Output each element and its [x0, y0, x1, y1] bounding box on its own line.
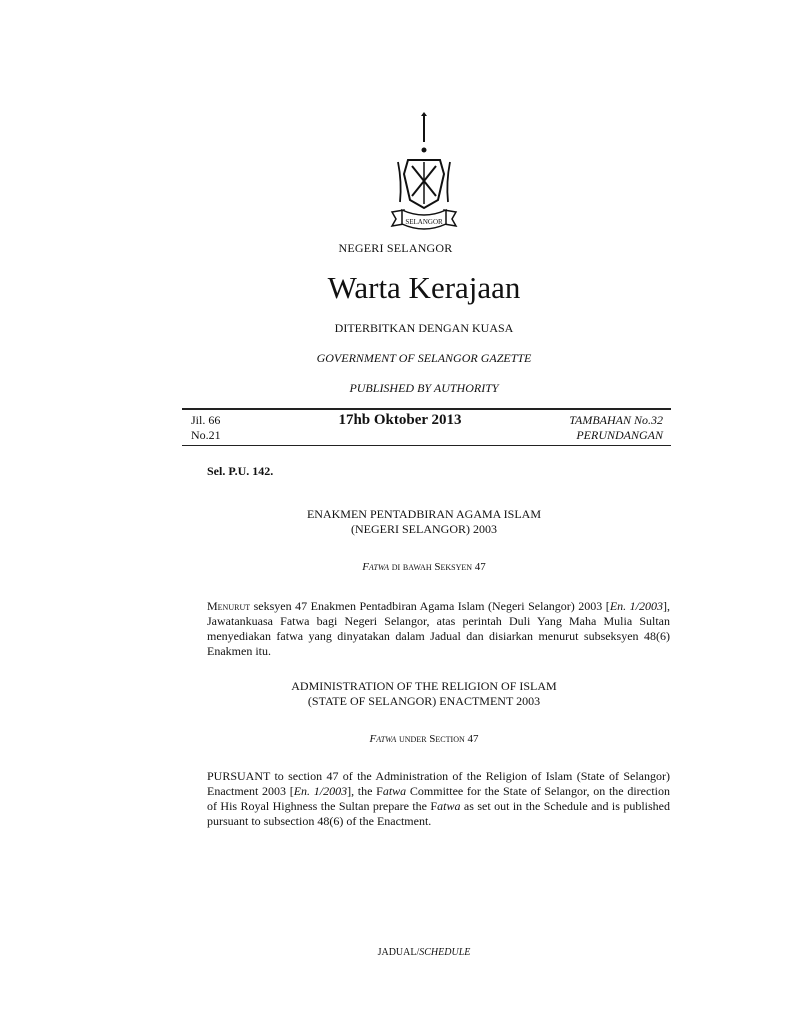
- malay-sub-rest: di bawah Seksyen: [388, 561, 473, 573]
- state-name: NEGERI SELANGOR: [338, 241, 453, 255]
- english-sub-rest: under Section: [396, 733, 465, 745]
- header-top-rule: [182, 408, 671, 410]
- malay-para-lead: Menurut: [207, 599, 251, 613]
- volume: Jil. 66: [191, 413, 221, 427]
- malay-para-2: ], Jawatankuasa Fatwa bagi Negeri Selangor, atas perintah Duli Yang Maha Mulia Sultan menyediakan fatwa yang dinyatakan dalam Jadual dan disiarkan menurut subseksyen 48(6) Enakmen itu.: [207, 599, 670, 658]
- supplement-category: PERUNDANGAN: [576, 428, 663, 442]
- gazette-title: Warta Kerajaan: [327, 270, 521, 305]
- english-sub-fatwa: Fatwa: [369, 733, 397, 745]
- english-para-2: ], the F: [347, 784, 383, 798]
- english-heading: [0, 679, 791, 709]
- english-paragraph: [207, 769, 670, 829]
- schedule-footer: [0, 947, 791, 958]
- english-heading-line1: ADMINISTRATION OF THE RELIGION OF ISLAM: [291, 679, 557, 693]
- english-subheading: [0, 733, 791, 745]
- published-by-authority-ms: DITERBITKAN DENGAN KUASA: [334, 321, 514, 335]
- footer-schedule: SCHEDULE: [419, 947, 471, 958]
- header-bottom-rule: [182, 445, 671, 446]
- malay-para-ref: En. 1/2003: [609, 599, 663, 613]
- published-by-authority-en: PUBLISHED BY AUTHORITY: [349, 381, 499, 395]
- issue-number: No.21: [191, 428, 221, 442]
- english-sub-num: 47: [464, 733, 479, 745]
- selangor-crest-icon: [388, 112, 460, 236]
- english-para-1: PURSUANT to section 47 of the Administration of the Religion of Islam (State of Selangor) Enactment 2003 [: [207, 769, 670, 798]
- english-heading-line2: (STATE OF SELANGOR) ENACTMENT 2003: [307, 694, 541, 708]
- malay-heading: [0, 507, 791, 537]
- english-para-4: as set out in the Schedule and is published pursuant to subsection 48(6) of the Enactment.: [207, 799, 670, 828]
- malay-heading-line2: (NEGERI SELANGOR) 2003: [351, 522, 497, 536]
- malay-para-1: seksyen 47 Enakmen Pentadbiran Agama Islam (Negeri Selangor) 2003 [: [250, 599, 610, 613]
- malay-heading-line1: ENAKMEN PENTADBIRAN AGAMA ISLAM: [306, 507, 542, 521]
- reference-number: Sel. P.U. 142.: [207, 464, 274, 478]
- malay-sub-num: 47: [472, 561, 486, 573]
- gazette-name-en: GOVERNMENT OF SELANGOR GAZETTE: [316, 351, 532, 365]
- footer-jadual: JADUAL/: [377, 947, 420, 958]
- crest-ribbon-text: SELANGOR: [405, 218, 443, 226]
- supplement-number: TAMBAHAN No.32: [569, 413, 663, 427]
- malay-subheading: [0, 561, 791, 573]
- english-para-fatwa2: atwa: [437, 799, 461, 813]
- malay-paragraph: [207, 599, 670, 659]
- gazette-date: 17hb Oktober 2013: [338, 412, 462, 428]
- english-para-3: Committee for the State of Selangor, on the direction of His Royal Highness the Sultan prepare the F: [207, 784, 670, 813]
- english-para-fatwa1: atwa: [382, 784, 407, 798]
- supplement-info: [569, 413, 663, 443]
- english-para-ref: En. 1/2003: [293, 784, 348, 798]
- malay-sub-fatwa: Fatwa: [362, 561, 389, 573]
